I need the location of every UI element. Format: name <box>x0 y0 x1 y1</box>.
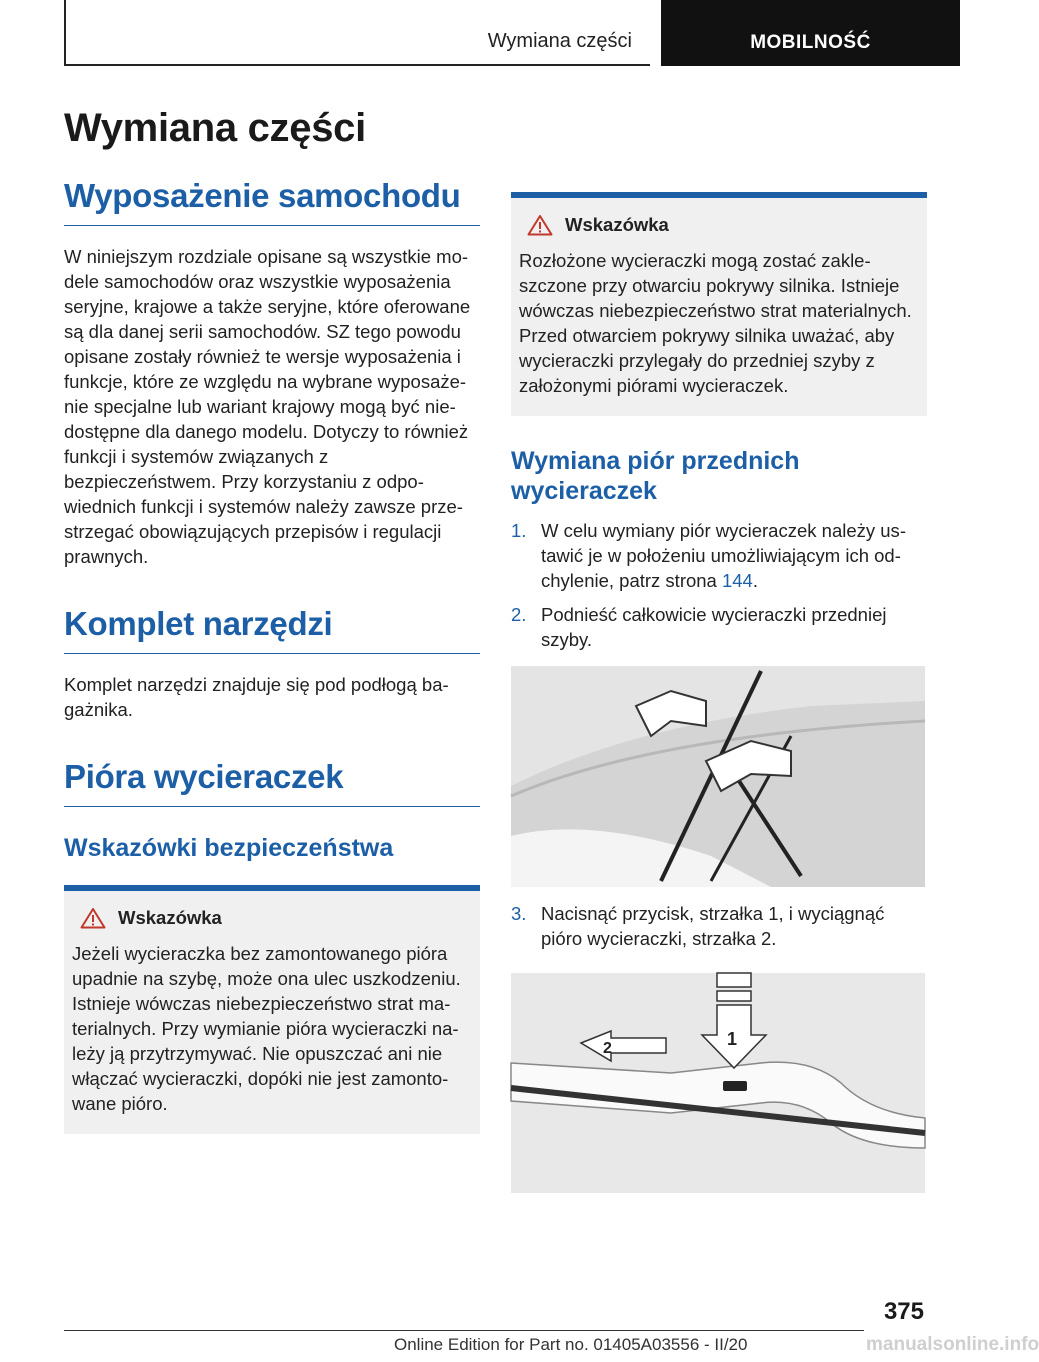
heading-safety-notes: Wskazówki bezpieczeństwa <box>64 834 394 862</box>
page-reference-link[interactable]: 144 <box>721 570 753 591</box>
wiper-release-illustration <box>511 973 925 1193</box>
step-number: 2. <box>511 604 527 625</box>
note-header <box>519 214 917 236</box>
header-section-name: MOBILNOŚĆ <box>750 32 871 53</box>
right-column <box>511 192 927 1193</box>
step-text: Podnieść całkowicie wycieraczki przedniej szyby. <box>541 604 887 650</box>
steps-list-continued <box>511 901 927 951</box>
steps-list <box>511 518 927 652</box>
page-title: Wymiana części <box>64 106 366 150</box>
step-number: 1. <box>511 520 527 541</box>
arrow-2-label: 2 <box>603 1040 612 1057</box>
warning-triangle-icon <box>80 907 106 929</box>
header-chapter-title: Wymiana części <box>487 30 632 52</box>
step-number: 3. <box>511 903 527 924</box>
watermark: manualsonline.info <box>866 1334 1039 1355</box>
header-left-rule <box>64 0 66 66</box>
heading-toolkit: Komplet narzędzi <box>64 605 480 654</box>
wiper-raised-illustration <box>511 666 925 887</box>
safety-note-2 <box>511 192 927 416</box>
note-header <box>72 907 470 929</box>
left-column <box>64 98 480 1134</box>
figure-raised-wipers <box>511 666 925 887</box>
note-label: Wskazówka <box>118 907 222 928</box>
edition-info: Online Edition for Part no. 01405A03556 - II/20 <box>394 1335 748 1354</box>
step-item <box>511 602 927 652</box>
footer-rule <box>64 1330 864 1331</box>
arrow-1-label: 1 <box>727 1029 738 1049</box>
note-text: Rozłożone wycieraczki mogą zostać zakleszczone przy otwarciu pokrywy silnika. Istnieje wówczas niebezpieczeństwo strat materialnych. Przed otwarciem pokrywy silnika uważać, aby wycieraczki przylegały do przedniej szyby z założonymi piórami wycieraczek. <box>519 250 912 396</box>
step-text: Nacisnąć przycisk, strzałka 1, i wyciągnąć pióro wycieraczki, strzałka 2. <box>541 903 885 949</box>
heading-vehicle-equipment: Wyposażenie samochodu <box>64 177 480 226</box>
header-rule <box>64 64 650 66</box>
warning-triangle-icon <box>527 214 553 236</box>
heading-replace-front-wipers: Wymiana piór przednich wycieraczek <box>511 447 800 505</box>
heading-wiper-blades: Pióra wycieraczek <box>64 758 480 807</box>
page-number: 375 <box>883 1298 924 1325</box>
figure-wiper-release <box>511 973 925 1193</box>
step-item <box>511 901 927 951</box>
safety-note-1 <box>64 885 480 1134</box>
step-text: W celu wymiany piór wycieraczek należy ustawić je w położeniu umożliwiającym ich odchylenie, patrz strona 144. <box>541 520 906 591</box>
note-label: Wskazówka <box>565 214 669 235</box>
note-text: Jeżeli wycieraczka bez zamontowanego pióra upadnie na szybę, może ona ulec uszkodzeniu. Istnieje wówczas niebezpieczeństwo strat materialnych. Przy wymianie pióra wycieraczki należy ją przytrzymywać. Nie opuszczać ani nie włączać wycieraczki, dopóki nie jest zamontowane pióro. <box>72 943 461 1114</box>
step-item <box>511 518 927 593</box>
toolkit-text: Komplet narzędzi znajduje się pod podłogą bagażnika. <box>64 674 449 720</box>
vehicle-equipment-text: W niniejszym rozdziale opisane są wszystkie modele samochodów oraz wszystkie wyposażenia seryjne, krajowe a także seryjne, które oferowane są dla danej serii samochodów. SZ tego powodu opisane zostały również te wersje wyposażenia i funkcje, które ze względu na wybrane wyposażenie specjalne lub wariant krajowy mogą być niedostępne dla danego modelu. Dotyczy to również funkcji i systemów związanych z bezpieczeństwem. Przy korzystaniu z odpowiednich funkcji i systemów należy zawsze przestrzegać obowiązujących przepisów i regulacji prawnych. <box>64 246 471 567</box>
